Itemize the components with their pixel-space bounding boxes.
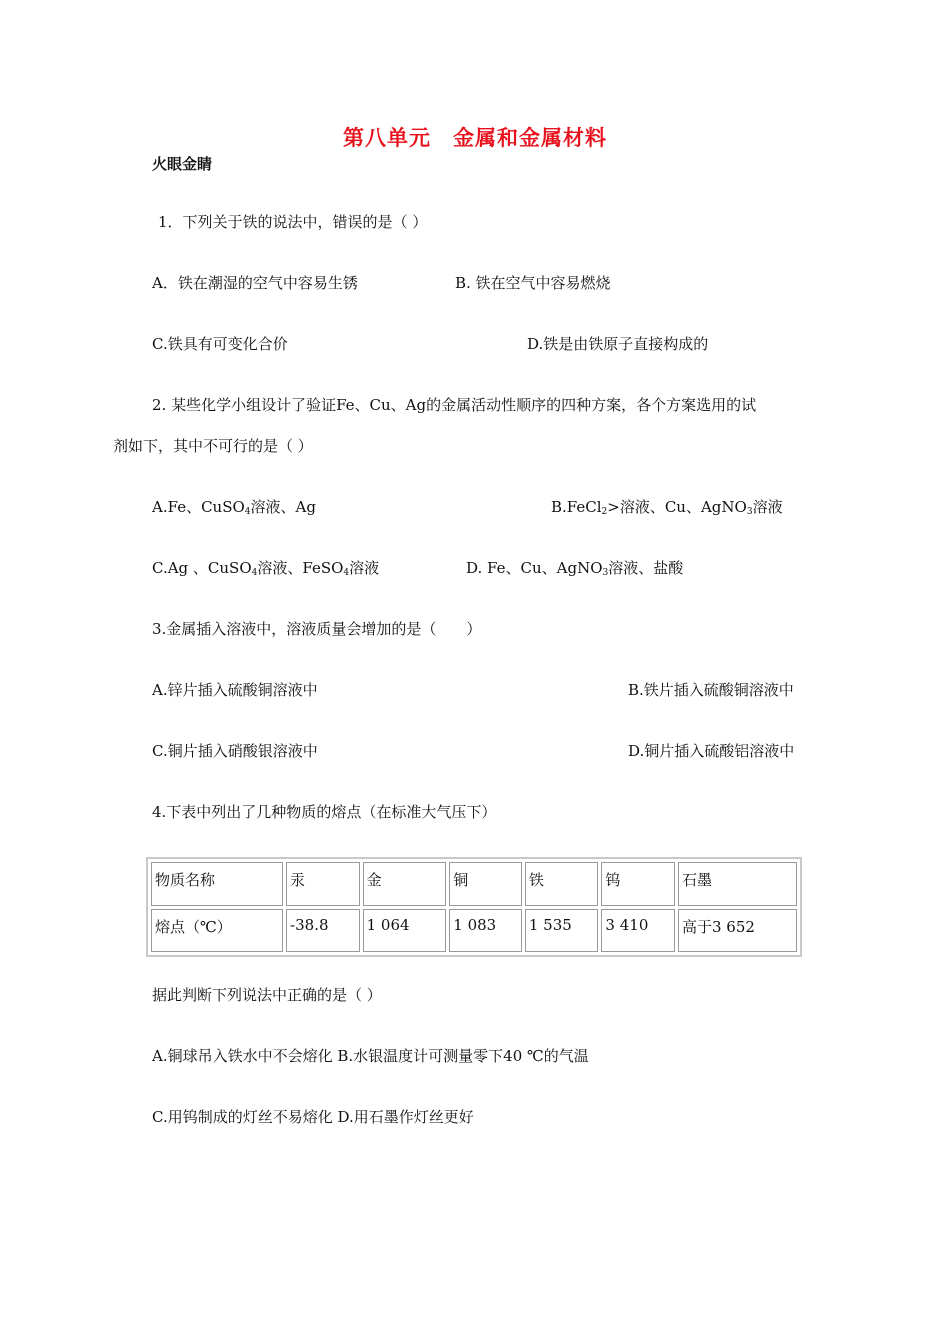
- question-4-options-cd: C.用钨制成的灯丝不易熔化 D.用石墨作灯丝更好: [152, 1108, 474, 1126]
- question-2-option-a: [152, 497, 316, 517]
- table-cell: 物质名称: [151, 862, 283, 906]
- question-3-option-b: B.铁片插入硫酸铜溶液中: [628, 681, 794, 699]
- table-cell: 钨: [601, 862, 675, 906]
- table-cell: 金: [363, 862, 447, 906]
- table-cell: 汞: [286, 862, 360, 906]
- question-2-option-d: [466, 558, 683, 578]
- option-text: D. Fe、Cu、AgNO: [466, 559, 603, 577]
- table-cell: 3 410: [601, 909, 675, 953]
- section-heading: 火眼金睛: [152, 155, 213, 173]
- table-cell: -38.8: [286, 909, 360, 953]
- question-2-option-c: [152, 558, 379, 578]
- question-2-stem-line-1: 2. 某些化学小组设计了验证Fe、Cu、Ag的金属活动性顺序的四种方案，各个方案选用的试: [152, 396, 757, 414]
- option-text: 溶液: [349, 559, 380, 577]
- table-cell: 1 535: [525, 909, 599, 953]
- table-cell: 1 083: [449, 909, 522, 953]
- table-cell: 熔点（℃）: [151, 909, 283, 953]
- question-1-option-c: C.铁具有可变化合价: [152, 335, 288, 353]
- subscript: 4: [343, 568, 350, 578]
- option-text: 溶液、FeSO: [257, 559, 344, 577]
- table-cell: 铁: [525, 862, 599, 906]
- question-4-options-ab: A.铜球吊入铁水中不会熔化 B.水银温度计可测量零下40 ℃的气温: [152, 1047, 589, 1065]
- option-text: 溶液、盐酸: [608, 559, 684, 577]
- question-1-stem: 1．下列关于铁的说法中，错误的是（ ）: [158, 213, 428, 231]
- question-4-follow-up: 据此判断下列说法中正确的是（ ）: [152, 986, 382, 1004]
- question-1-option-d: D.铁是由铁原子直接构成的: [527, 335, 709, 353]
- option-text: 溶液: [752, 498, 783, 516]
- option-text: C.Ag 、CuSO: [152, 559, 252, 577]
- option-text: >溶液、Cu、AgNO: [607, 498, 747, 516]
- question-4-stem: 4.下表中列出了几种物质的熔点（在标准大气压下）: [152, 803, 497, 821]
- table-cell: 石墨: [678, 862, 797, 906]
- question-1-option-b: B. 铁在空气中容易燃烧: [455, 274, 611, 292]
- subscript: 3: [746, 507, 753, 517]
- question-3-option-a: A.锌片插入硫酸铜溶液中: [152, 681, 318, 699]
- subscript: 2: [601, 507, 608, 517]
- option-text: B.FeCl: [551, 498, 602, 516]
- table-cell: 铜: [449, 862, 522, 906]
- question-3-stem: 3.金属插入溶液中，溶液质量会增加的是（ ）: [152, 620, 482, 638]
- subscript: 4: [251, 568, 258, 578]
- table-cell: 高于3 652: [678, 909, 797, 953]
- table-cell: 1 064: [363, 909, 447, 953]
- question-3-option-d: D.铜片插入硫酸铝溶液中: [628, 742, 795, 760]
- question-3-option-c: C.铜片插入硝酸银溶液中: [152, 742, 318, 760]
- question-2-stem-line-2: 剂如下，其中不可行的是（ ）: [113, 437, 313, 455]
- subscript: 3: [602, 568, 609, 578]
- table-row: [151, 909, 797, 953]
- melting-point-table: [146, 857, 802, 957]
- table-header-row: [151, 862, 797, 906]
- subscript: 4: [244, 507, 251, 517]
- option-text: 溶液、Ag: [250, 498, 316, 516]
- question-1-option-a: A．铁在潮湿的空气中容易生锈: [152, 274, 358, 292]
- page-title: 第八单元 金属和金属材料: [343, 126, 607, 150]
- option-text: A.Fe、CuSO: [152, 498, 245, 516]
- question-2-option-b: [551, 497, 783, 517]
